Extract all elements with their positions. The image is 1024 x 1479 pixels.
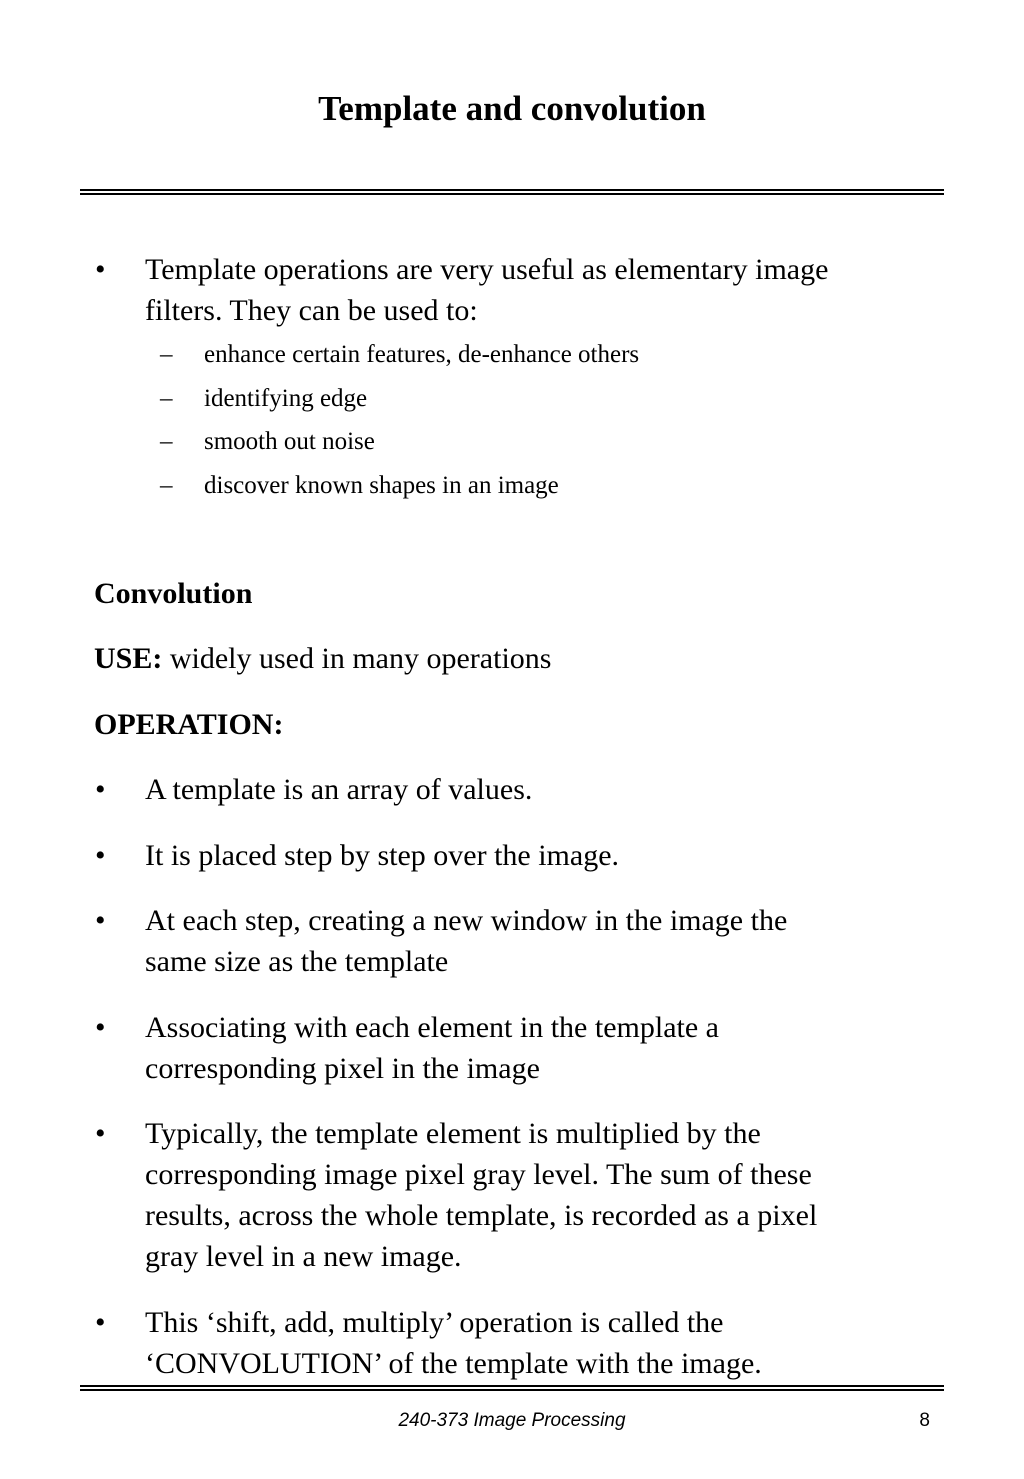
bullet-line: filters. They can be used to: — [145, 294, 478, 327]
footer-course-name: 240-373 Image Processing — [398, 1410, 626, 1431]
bullet-line: same size as the template — [145, 945, 449, 978]
bullet-line: It is placed step by step over the image. — [145, 839, 620, 872]
section-heading: Convolution — [94, 577, 253, 610]
sub-marker: – — [160, 428, 173, 455]
sub-item: discover known shapes in an image — [204, 472, 559, 499]
use-text: widely used in many operations — [169, 642, 552, 675]
operation-label: OPERATION: — [94, 708, 284, 741]
operation-bullet — [145, 835, 935, 876]
bullet-line: results, across the whole template, is recorded as a pixel — [145, 1199, 818, 1232]
sub-marker: – — [160, 385, 173, 412]
operation-bullet — [145, 900, 935, 982]
operation-bullet — [145, 769, 935, 810]
bullet-line: Typically, the template element is multiplied by the — [145, 1117, 761, 1150]
operation-bullet — [145, 1113, 935, 1277]
use-label: USE: — [94, 642, 163, 675]
bullet-marker: • — [95, 1306, 106, 1339]
operation-bullet — [145, 1007, 935, 1089]
sub-marker: – — [160, 472, 173, 499]
bullet-marker: • — [95, 1117, 106, 1150]
sub-item: enhance certain features, de-enhance others — [204, 341, 640, 368]
bullet-line: At each step, creating a new window in the image the — [145, 904, 788, 937]
bullet-line: Template operations are very useful as elementary image — [145, 253, 829, 286]
page-number: 8 — [919, 1410, 930, 1431]
bullet-marker: • — [95, 904, 106, 937]
footer-divider — [80, 1385, 944, 1391]
bullet-line: This ‘shift, add, multiply’ operation is called the — [145, 1306, 724, 1339]
operation-bullet — [145, 1302, 935, 1384]
bullet-line: ‘CONVOLUTION’ of the template with the image. — [145, 1347, 762, 1380]
intro-bullet-text — [145, 249, 935, 331]
sub-marker: – — [160, 341, 173, 368]
title-divider — [80, 189, 944, 195]
sub-item: smooth out noise — [204, 428, 375, 455]
bullet-line: gray level in a new image. — [145, 1240, 462, 1273]
page-title: Template and convolution — [318, 89, 706, 128]
bullet-marker: • — [95, 839, 106, 872]
bullet-line: A template is an array of values. — [145, 773, 533, 806]
bullet-marker: • — [95, 1011, 106, 1044]
use-line — [94, 638, 551, 679]
sub-item: identifying edge — [204, 385, 368, 412]
bullet-marker: • — [95, 253, 106, 286]
bullet-line: Associating with each element in the template a — [145, 1011, 719, 1044]
bullet-line: corresponding pixel in the image — [145, 1052, 540, 1085]
bullet-marker: • — [95, 773, 106, 806]
bullet-line: corresponding image pixel gray level. The sum of these — [145, 1158, 812, 1191]
